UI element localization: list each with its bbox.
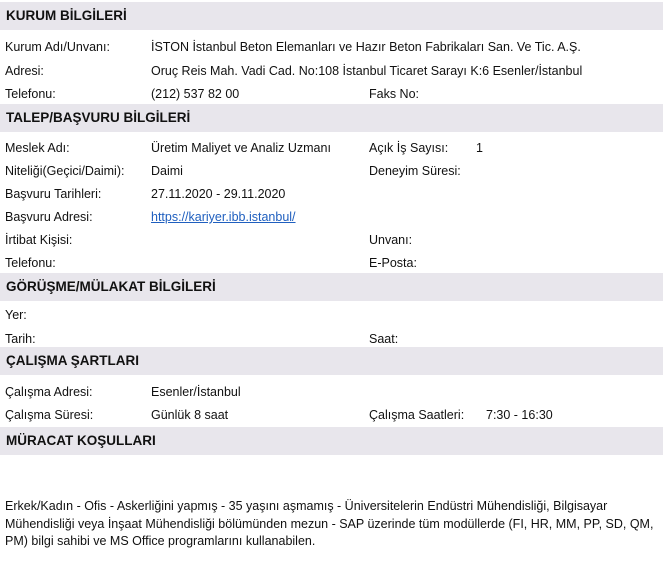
basvuru-tarih-label: Başvuru Tarihleri:: [5, 187, 102, 201]
acik-is-label: Açık İş Sayısı:: [369, 141, 449, 155]
section-header-gorusme: GÖRÜŞME/MÜLAKAT BİLGİLERİ: [0, 273, 663, 301]
talep-telefon-label: Telefonu:: [5, 256, 56, 270]
saat-label: Saat:: [369, 332, 399, 346]
section-header-calisma: ÇALIŞMA ŞARTLARI: [0, 347, 663, 375]
calisma-saatler-label: Çalışma Saatleri:: [369, 408, 465, 422]
basvuru-adres-link[interactable]: https://kariyer.ibb.istanbul/: [151, 210, 296, 224]
kurum-faks-label: Faks No:: [369, 87, 420, 101]
calisma-sure-label: Çalışma Süresi:: [5, 408, 94, 422]
kurum-telefon-value: (212) 537 82 00: [151, 87, 240, 101]
section-header-talep: TALEP/BAŞVURU BİLGİLERİ: [0, 104, 663, 132]
meslek-label: Meslek Adı:: [5, 141, 70, 155]
kurum-ad-label: Kurum Adı/Unvanı:: [5, 40, 110, 54]
basvuru-adres-label: Başvuru Adresi:: [5, 210, 93, 224]
meslek-value: Üretim Maliyet ve Analiz Uzmanı: [151, 141, 331, 155]
section-header-muracat: MÜRACAT KOŞULLARI: [0, 427, 663, 455]
section-header-kurum: KURUM BİLGİLERİ: [0, 2, 663, 30]
calisma-sure-value: Günlük 8 saat: [151, 408, 229, 422]
kurum-ad-value: İSTON İstanbul Beton Elemanları ve Hazır Beton Fabrikaları San. Ve Tic. A.Ş.: [151, 40, 581, 54]
deneyim-label: Deneyim Süresi:: [369, 164, 461, 178]
irtibat-label: İrtibat Kişisi:: [5, 233, 73, 247]
gorusme-tarih-label: Tarih:: [5, 332, 36, 346]
calisma-adres-label: Çalışma Adresi:: [5, 385, 93, 399]
acik-is-value: 1: [476, 141, 483, 155]
kurum-adres-label: Adresi:: [5, 64, 44, 78]
niteligi-value: Daimi: [151, 164, 183, 178]
yer-label: Yer:: [5, 308, 27, 322]
calisma-adres-value: Esenler/İstanbul: [151, 385, 241, 399]
muracat-text: Erkek/Kadın - Ofis - Askerliğini yapmış - 35 yaşını aşmamış - Üniversitelerin Endüstri Mühendisliği, Bilgisayar Mühendisliği veya İnşaat Mühendisliği bölümünden mezun - SAP üzerinde tüm modüllerde (FI, HR, MM, PP, SD, QM, PM) bilgi sahibi ve MS Office programlarını kullanabilen.: [5, 499, 654, 548]
kurum-adres-value: Oruç Reis Mah. Vadi Cad. No:108 İstanbul Ticaret Sarayı K:6 Esenler/İstanbul: [151, 64, 583, 78]
kurum-telefon-label: Telefonu:: [5, 87, 56, 101]
eposta-label: E-Posta:: [369, 256, 417, 270]
unvan-label: Unvanı:: [369, 233, 413, 247]
basvuru-tarih-value: 27.11.2020 - 29.11.2020: [151, 187, 286, 201]
calisma-saatler-value: 7:30 - 16:30: [486, 408, 553, 422]
niteligi-label: Niteliği(Geçici/Daimi):: [5, 164, 125, 178]
